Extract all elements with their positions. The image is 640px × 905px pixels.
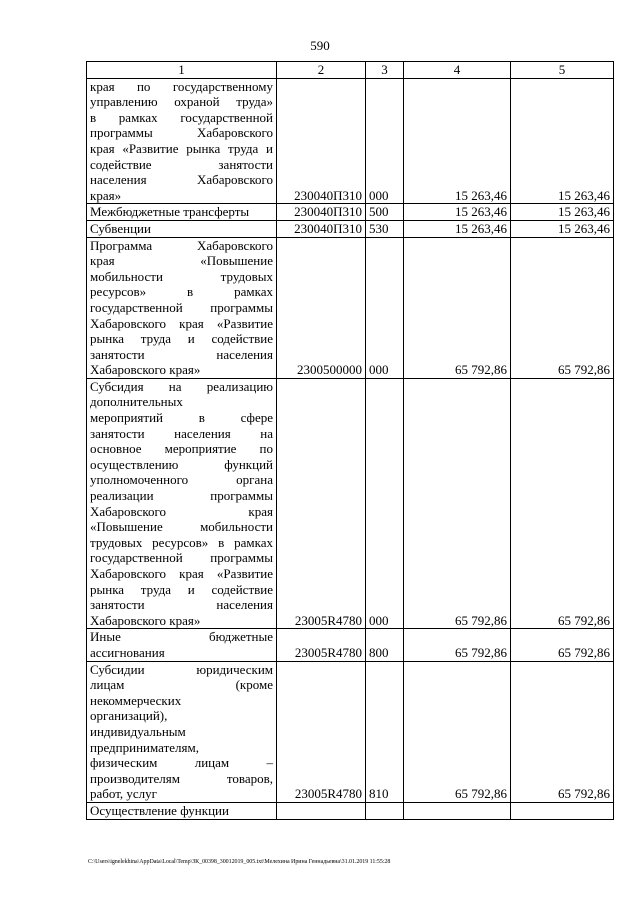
row-amount-col4: 65 792,86 <box>404 237 511 378</box>
row-amount-col5: 15 263,46 <box>511 204 614 221</box>
row-expense-type: 810 <box>366 661 404 802</box>
description-line: занятости населения на <box>90 425 273 441</box>
row-target-code: 230040П310 <box>277 78 366 204</box>
row-description <box>87 78 277 204</box>
row-target-code: 23005R4780 <box>277 661 366 802</box>
row-description <box>87 220 277 237</box>
row-amount-col4: 15 263,46 <box>404 204 511 221</box>
row-amount-col5 <box>511 802 614 819</box>
row-amount-col5: 15 263,46 <box>511 78 614 204</box>
header-cell: 3 <box>366 62 404 79</box>
header-cell: 4 <box>404 62 511 79</box>
description-line: занятости населения <box>90 346 273 362</box>
budget-table <box>86 61 614 820</box>
description-line: Хабаровского края «Развитие <box>90 566 273 581</box>
description-line: рынка труда и содействие <box>90 581 273 597</box>
description-line: мероприятий в сфере <box>90 410 273 426</box>
row-expense-type: 500 <box>366 204 404 221</box>
row-amount-col4: 15 263,46 <box>404 220 511 237</box>
description-line: Межбюджетные трансферты <box>90 204 250 220</box>
description-line: Программа Хабаровского <box>90 237 273 253</box>
description-line: трудовых ресурсов» в рамках <box>90 534 273 550</box>
row-expense-type: 530 <box>366 220 404 237</box>
description-line: Хабаровского края» <box>90 612 201 628</box>
page-number: 590 <box>310 38 330 53</box>
description-line: индивидуальным <box>90 723 186 739</box>
table-header-row <box>87 62 614 79</box>
row-amount-col5: 65 792,86 <box>511 661 614 802</box>
description-line: государственной программы <box>90 550 273 566</box>
table-row <box>87 78 614 204</box>
description-line: Субсидия на реализацию <box>90 378 273 394</box>
row-amount-col4: 15 263,46 <box>404 78 511 204</box>
description-line: содействие занятости <box>90 156 273 172</box>
row-amount-col5: 65 792,86 <box>511 237 614 378</box>
description-line: Иные бюджетные <box>90 629 273 645</box>
row-description <box>87 802 277 819</box>
description-line: государственной программы <box>90 299 273 315</box>
row-target-code: 23005R4780 <box>277 629 366 661</box>
row-target-code: 2300500000 <box>277 237 366 378</box>
description-line: физическим лицам – <box>90 755 273 771</box>
row-description <box>87 661 277 802</box>
description-line: программы Хабаровского <box>90 125 273 141</box>
description-line: организаций), <box>90 708 168 724</box>
description-line: реализации программы <box>90 488 273 504</box>
description-line: в рамках государственной <box>90 109 273 125</box>
header-cell: 2 <box>277 62 366 79</box>
table-row <box>87 802 614 819</box>
description-line: Субвенции <box>90 220 151 236</box>
row-target-code: 230040П310 <box>277 220 366 237</box>
row-expense-type: 800 <box>366 629 404 661</box>
row-expense-type: 000 <box>366 378 404 629</box>
description-line: уполномоченного органа <box>90 472 273 488</box>
row-description <box>87 378 277 629</box>
row-description <box>87 237 277 378</box>
description-line: работ, услуг <box>90 786 158 802</box>
description-line: Хабаровского края «Развитие <box>90 315 273 331</box>
row-amount-col4: 65 792,86 <box>404 629 511 661</box>
row-amount-col5: 65 792,86 <box>511 629 614 661</box>
description-line: рынка труда и содействие <box>90 331 273 347</box>
table-row <box>87 204 614 221</box>
description-line: населения Хабаровского <box>90 172 273 188</box>
row-expense-type: 000 <box>366 78 404 204</box>
description-line: края» <box>90 187 122 203</box>
description-line: производителям товаров, <box>90 770 273 786</box>
row-expense-type <box>366 802 404 819</box>
row-target-code: 23005R4780 <box>277 378 366 629</box>
description-line: края «Повышение <box>90 253 273 269</box>
description-line: управлению охраной труда» <box>90 94 273 110</box>
row-amount-col5: 15 263,46 <box>511 220 614 237</box>
row-amount-col4: 65 792,86 <box>404 378 511 629</box>
table-row <box>87 378 614 629</box>
description-line: осуществлению функций <box>90 456 273 472</box>
table-row <box>87 661 614 802</box>
footer-file-path: C:\Users\ignelekhina\AppData\Local\Temp\ЗК_00398_30012019_005.txt\Мелехина Ирина Геннадьевна\31.01.2019 11:55:28 <box>88 859 391 865</box>
description-line: занятости населения <box>90 597 273 613</box>
description-line: «Повышение мобильности <box>90 519 273 535</box>
description-line: Осуществление функции <box>90 802 229 818</box>
table-row <box>87 220 614 237</box>
description-line: некоммерческих <box>90 692 182 708</box>
header-cell: 1 <box>87 62 277 79</box>
row-target-code <box>277 802 366 819</box>
row-description <box>87 204 277 221</box>
header-cell: 5 <box>511 62 614 79</box>
description-line: края по государственному <box>90 78 273 94</box>
row-target-code: 230040П310 <box>277 204 366 221</box>
description-line: дополнительных <box>90 394 183 410</box>
row-description <box>87 629 277 661</box>
description-line: мобильности трудовых <box>90 268 273 284</box>
row-amount-col4: 65 792,86 <box>404 661 511 802</box>
description-line: края «Развитие рынка труда и <box>90 140 273 156</box>
table-row <box>87 237 614 378</box>
row-amount-col5: 65 792,86 <box>511 378 614 629</box>
description-line: основное мероприятие по <box>90 441 273 457</box>
description-line: ассигнования <box>90 644 165 660</box>
row-amount-col4 <box>404 802 511 819</box>
description-line: лицам (кроме <box>90 677 273 693</box>
row-expense-type: 000 <box>366 237 404 378</box>
description-line: предпринимателям, <box>90 739 199 755</box>
table-row <box>87 629 614 661</box>
description-line: ресурсов» в рамках <box>90 284 273 300</box>
description-line: Хабаровского края» <box>90 362 201 378</box>
description-line: Субсидии юридическим <box>90 661 273 677</box>
description-line: Хабаровского края <box>90 503 273 519</box>
